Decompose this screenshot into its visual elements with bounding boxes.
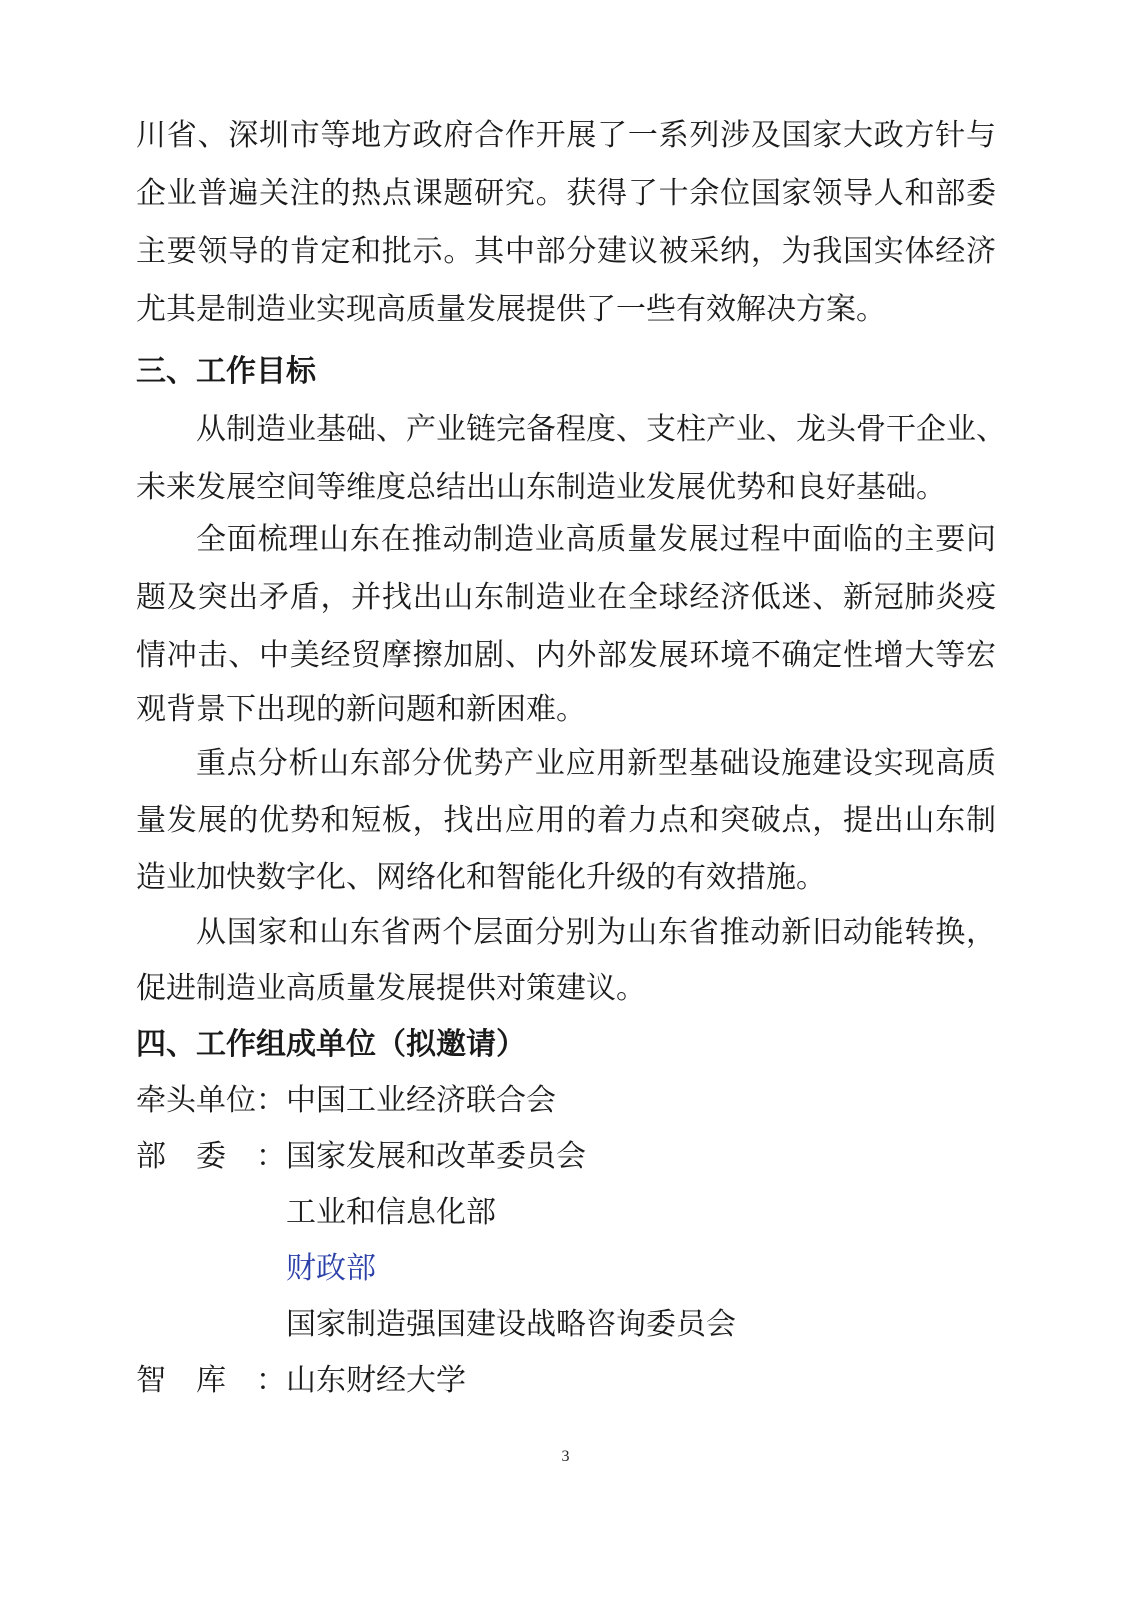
paragraph-line: 促进制造业高质量发展提供对策建议。 — [136, 971, 646, 1006]
paragraph-line: 从制造业基础、产业链完备程度、支柱产业、龙头骨干企业、 — [196, 412, 1006, 447]
paragraph-line: 造业加快数字化、网络化和智能化升级的有效措施。 — [136, 860, 826, 895]
ministry-item-highlighted: 财政部 — [286, 1251, 376, 1286]
paragraph-line: 未来发展空间等维度总结出山东制造业发展优势和良好基础。 — [136, 470, 946, 505]
ministry-item: 国家制造强国建设战略咨询委员会 — [286, 1307, 736, 1342]
section-heading-units: 四、工作组成单位（拟邀请） — [136, 1027, 526, 1062]
ministry-item: 国家发展和改革委员会 — [286, 1139, 586, 1174]
paragraph-line: 题及突出矛盾，并找出山东制造业在全球经济低迷、新冠肺炎疫 — [136, 580, 996, 615]
lead-unit-label: 牵头单位： — [136, 1083, 286, 1118]
thinktank-label: 智库： — [136, 1363, 286, 1398]
paragraph-line: 观背景下出现的新问题和新困难。 — [136, 692, 586, 727]
paragraph-line: 从国家和山东省两个层面分别为山东省推动新旧动能转换， — [196, 915, 996, 950]
paragraph-line: 尤其是制造业实现高质量发展提供了一些有效解决方案。 — [136, 292, 886, 327]
paragraph-line: 川省、深圳市等地方政府合作开展了一系列涉及国家大政方针与 — [136, 118, 996, 153]
paragraph-line: 情冲击、中美经贸摩擦加剧、内外部发展环境不确定性增大等宏 — [136, 638, 996, 673]
page-number: 3 — [561, 1448, 570, 1465]
ministry-label: 部委： — [136, 1139, 286, 1174]
paragraph-line: 企业普遍关注的热点课题研究。获得了十余位国家领导人和部委 — [136, 176, 996, 211]
paragraph-line: 全面梳理山东在推动制造业高质量发展过程中面临的主要问 — [196, 522, 996, 557]
paragraph-line: 主要领导的肯定和批示。其中部分建议被采纳，为我国实体经济 — [136, 234, 996, 269]
lead-unit-value: 中国工业经济联合会 — [286, 1083, 556, 1118]
paragraph-line: 重点分析山东部分优势产业应用新型基础设施建设实现高质 — [196, 746, 996, 781]
ministry-item: 工业和信息化部 — [286, 1195, 496, 1230]
thinktank-value: 山东财经大学 — [286, 1363, 466, 1398]
section-heading-goals: 三、工作目标 — [136, 354, 316, 389]
paragraph-line: 量发展的优势和短板，找出应用的着力点和突破点，提出山东制 — [136, 803, 996, 838]
